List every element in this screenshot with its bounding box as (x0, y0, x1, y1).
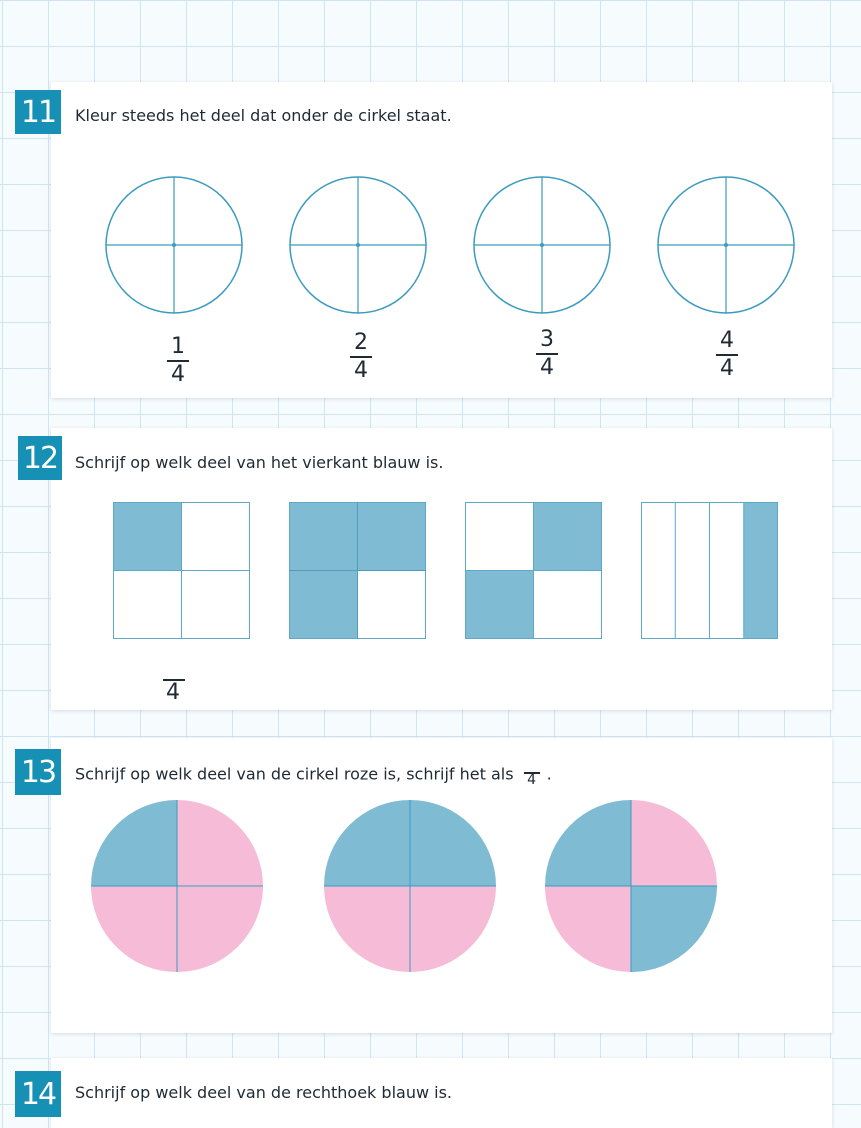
fraction-denominator: 4 (540, 355, 554, 380)
exercise-number-12: 12 (18, 436, 62, 480)
empty-circle-3[interactable] (473, 176, 611, 314)
fraction-denominator: 4 (166, 680, 180, 705)
fraction-numerator: 3 (540, 327, 554, 352)
exercise-12-instruction: Schrijf op welk deel van het vierkant blauw is. (75, 453, 444, 472)
exercise-number-14: 14 (15, 1071, 61, 1117)
fraction-numerator: 1 (171, 334, 185, 359)
fraction-numerator: 4 (720, 328, 734, 353)
exercise-13-instruction (75, 762, 552, 788)
fraction-denominator: 4 (171, 362, 185, 387)
square-1 (113, 502, 250, 639)
square-4 (641, 502, 778, 639)
pie-circle-2 (324, 800, 496, 972)
square-2 (289, 502, 426, 639)
square-3 (465, 502, 602, 639)
instruction-text: Schrijf op welk deel van de cirkel roze is, schrijf het als (75, 764, 514, 784)
exercise-11-instruction[interactable]: Kleur steeds het deel dat onder de cirkel staat. (75, 106, 452, 125)
instruction-end: . (546, 764, 552, 784)
fraction-numerator: 2 (354, 330, 368, 355)
pie-circle-1 (91, 800, 263, 972)
fraction-label-2 (346, 331, 376, 383)
exercise-14-instruction: Schrijf op welk deel van de rechthoek blauw is. (75, 1083, 452, 1102)
empty-circle-1[interactable] (105, 176, 243, 314)
instruction-fraction (522, 762, 542, 788)
empty-circle-4[interactable] (657, 176, 795, 314)
fraction-label-3 (532, 328, 562, 380)
empty-circle-2[interactable] (289, 176, 427, 314)
fraction-denominator: 4 (354, 358, 368, 383)
answer-fraction-blank[interactable] (163, 679, 187, 707)
fraction-label-4 (712, 329, 742, 381)
exercise-number-13: 13 (15, 749, 61, 795)
fraction-denominator: 4 (527, 772, 537, 788)
fraction-denominator: 4 (720, 356, 734, 381)
exercise-number-11: 11 (15, 90, 61, 134)
pie-circle-3 (545, 800, 717, 972)
fraction-label-1 (163, 335, 193, 387)
